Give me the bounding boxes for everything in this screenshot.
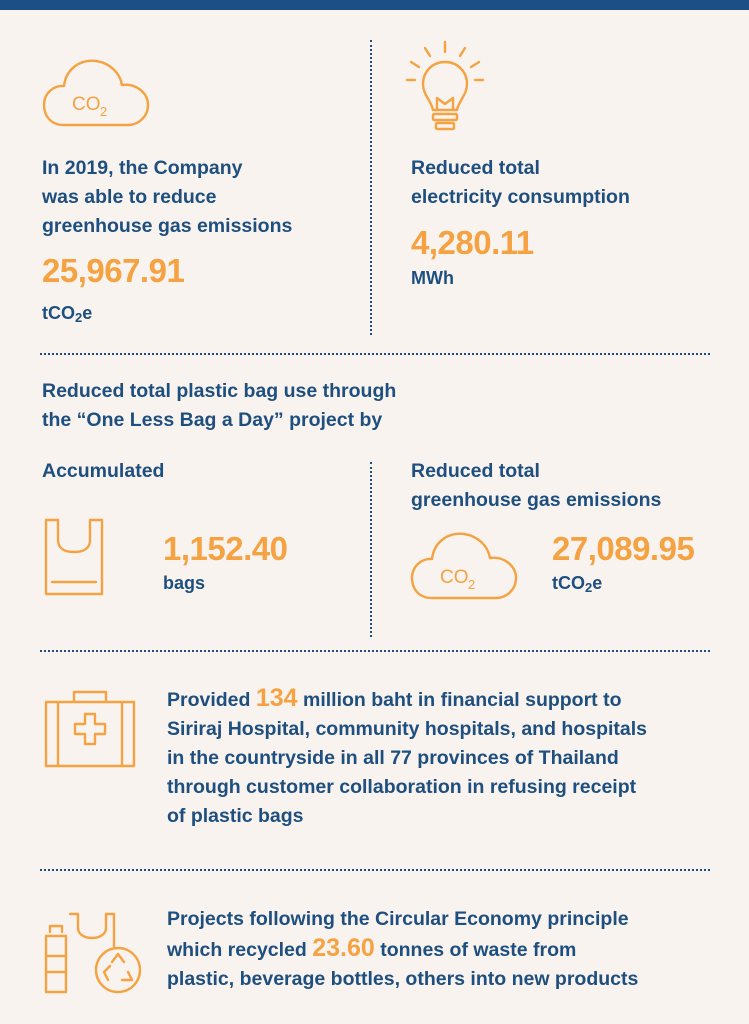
- electricity-line-1: Reduced total: [411, 157, 540, 179]
- divider-horizontal-1: [40, 353, 710, 355]
- svg-text:CO: CO: [440, 567, 469, 588]
- svg-text:CO: CO: [72, 94, 101, 115]
- reduced-ghg-description: [411, 457, 661, 515]
- circular-value: 23.60: [312, 934, 375, 962]
- reduced-ghg-unit: tCO$_2$e: [552, 573, 603, 595]
- light-bulb-icon: [405, 40, 495, 135]
- accumulated-label: Accumulated: [42, 460, 165, 482]
- accumulated-unit: bags: [163, 573, 206, 593]
- divider-vertical-top: [370, 40, 372, 335]
- medical-kit-icon: [44, 690, 136, 770]
- hospital-description: [167, 684, 647, 831]
- accumulated-value: 1,152.40: [163, 530, 288, 567]
- hospital-line-5: of plastic bags: [167, 805, 304, 827]
- divider-horizontal-2: [40, 650, 710, 652]
- electricity-unit: MWh: [411, 268, 454, 288]
- hospital-line-4: through customer collaboration in refusing receipt: [167, 776, 637, 798]
- co2-cloud-icon: [410, 528, 520, 603]
- reduced-ghg-line-1: Reduced total: [411, 460, 540, 482]
- divider-horizontal-3: [40, 869, 710, 871]
- co2-value: 25,967.91: [42, 252, 185, 289]
- co2-cloud-icon: [42, 55, 152, 130]
- plastic-heading-line-2: the “One Less Bag a Day” project by: [42, 409, 383, 431]
- circular-description: [167, 905, 638, 994]
- circular-line-2: which recycled 23.60 tonnes of waste from: [167, 934, 577, 962]
- svg-text:2: 2: [100, 104, 108, 119]
- top-bar: [0, 0, 749, 10]
- hospital-line-3: in the countryside in all 77 provinces of Thailand: [167, 747, 619, 769]
- hospital-line-2: Siriraj Hospital, community hospitals, and hospitals: [167, 718, 648, 740]
- reduced-ghg-line-2: greenhouse gas emissions: [411, 489, 662, 511]
- electricity-description: [411, 154, 630, 212]
- svg-text:2: 2: [468, 577, 476, 592]
- plastic-heading: [42, 377, 396, 435]
- hospital-value: 134: [255, 684, 298, 712]
- recycle-bottle-bag-icon: [42, 912, 147, 994]
- circular-line-1: Projects following the Circular Economy principle: [167, 908, 629, 930]
- co2-unit: tCO$_2$e: [42, 303, 93, 325]
- co2-line-2: was able to reduce: [42, 186, 217, 208]
- plastic-bag-icon: [44, 518, 104, 598]
- co2-line-3: greenhouse gas emissions: [42, 215, 293, 237]
- electricity-line-2: electricity consumption: [411, 186, 630, 208]
- plastic-heading-line-1: Reduced total plastic bag use through: [42, 380, 397, 402]
- reduced-ghg-value: 27,089.95: [552, 530, 695, 567]
- co2-description: [42, 154, 292, 241]
- electricity-value: 4,280.11: [411, 224, 534, 261]
- circular-line-3: plastic, beverage bottles, others into new products: [167, 968, 639, 990]
- divider-vertical-middle: [370, 462, 372, 637]
- hospital-line-1: Provided 134 million baht in financial support to: [167, 684, 622, 712]
- co2-line-1: In 2019, the Company: [42, 157, 243, 179]
